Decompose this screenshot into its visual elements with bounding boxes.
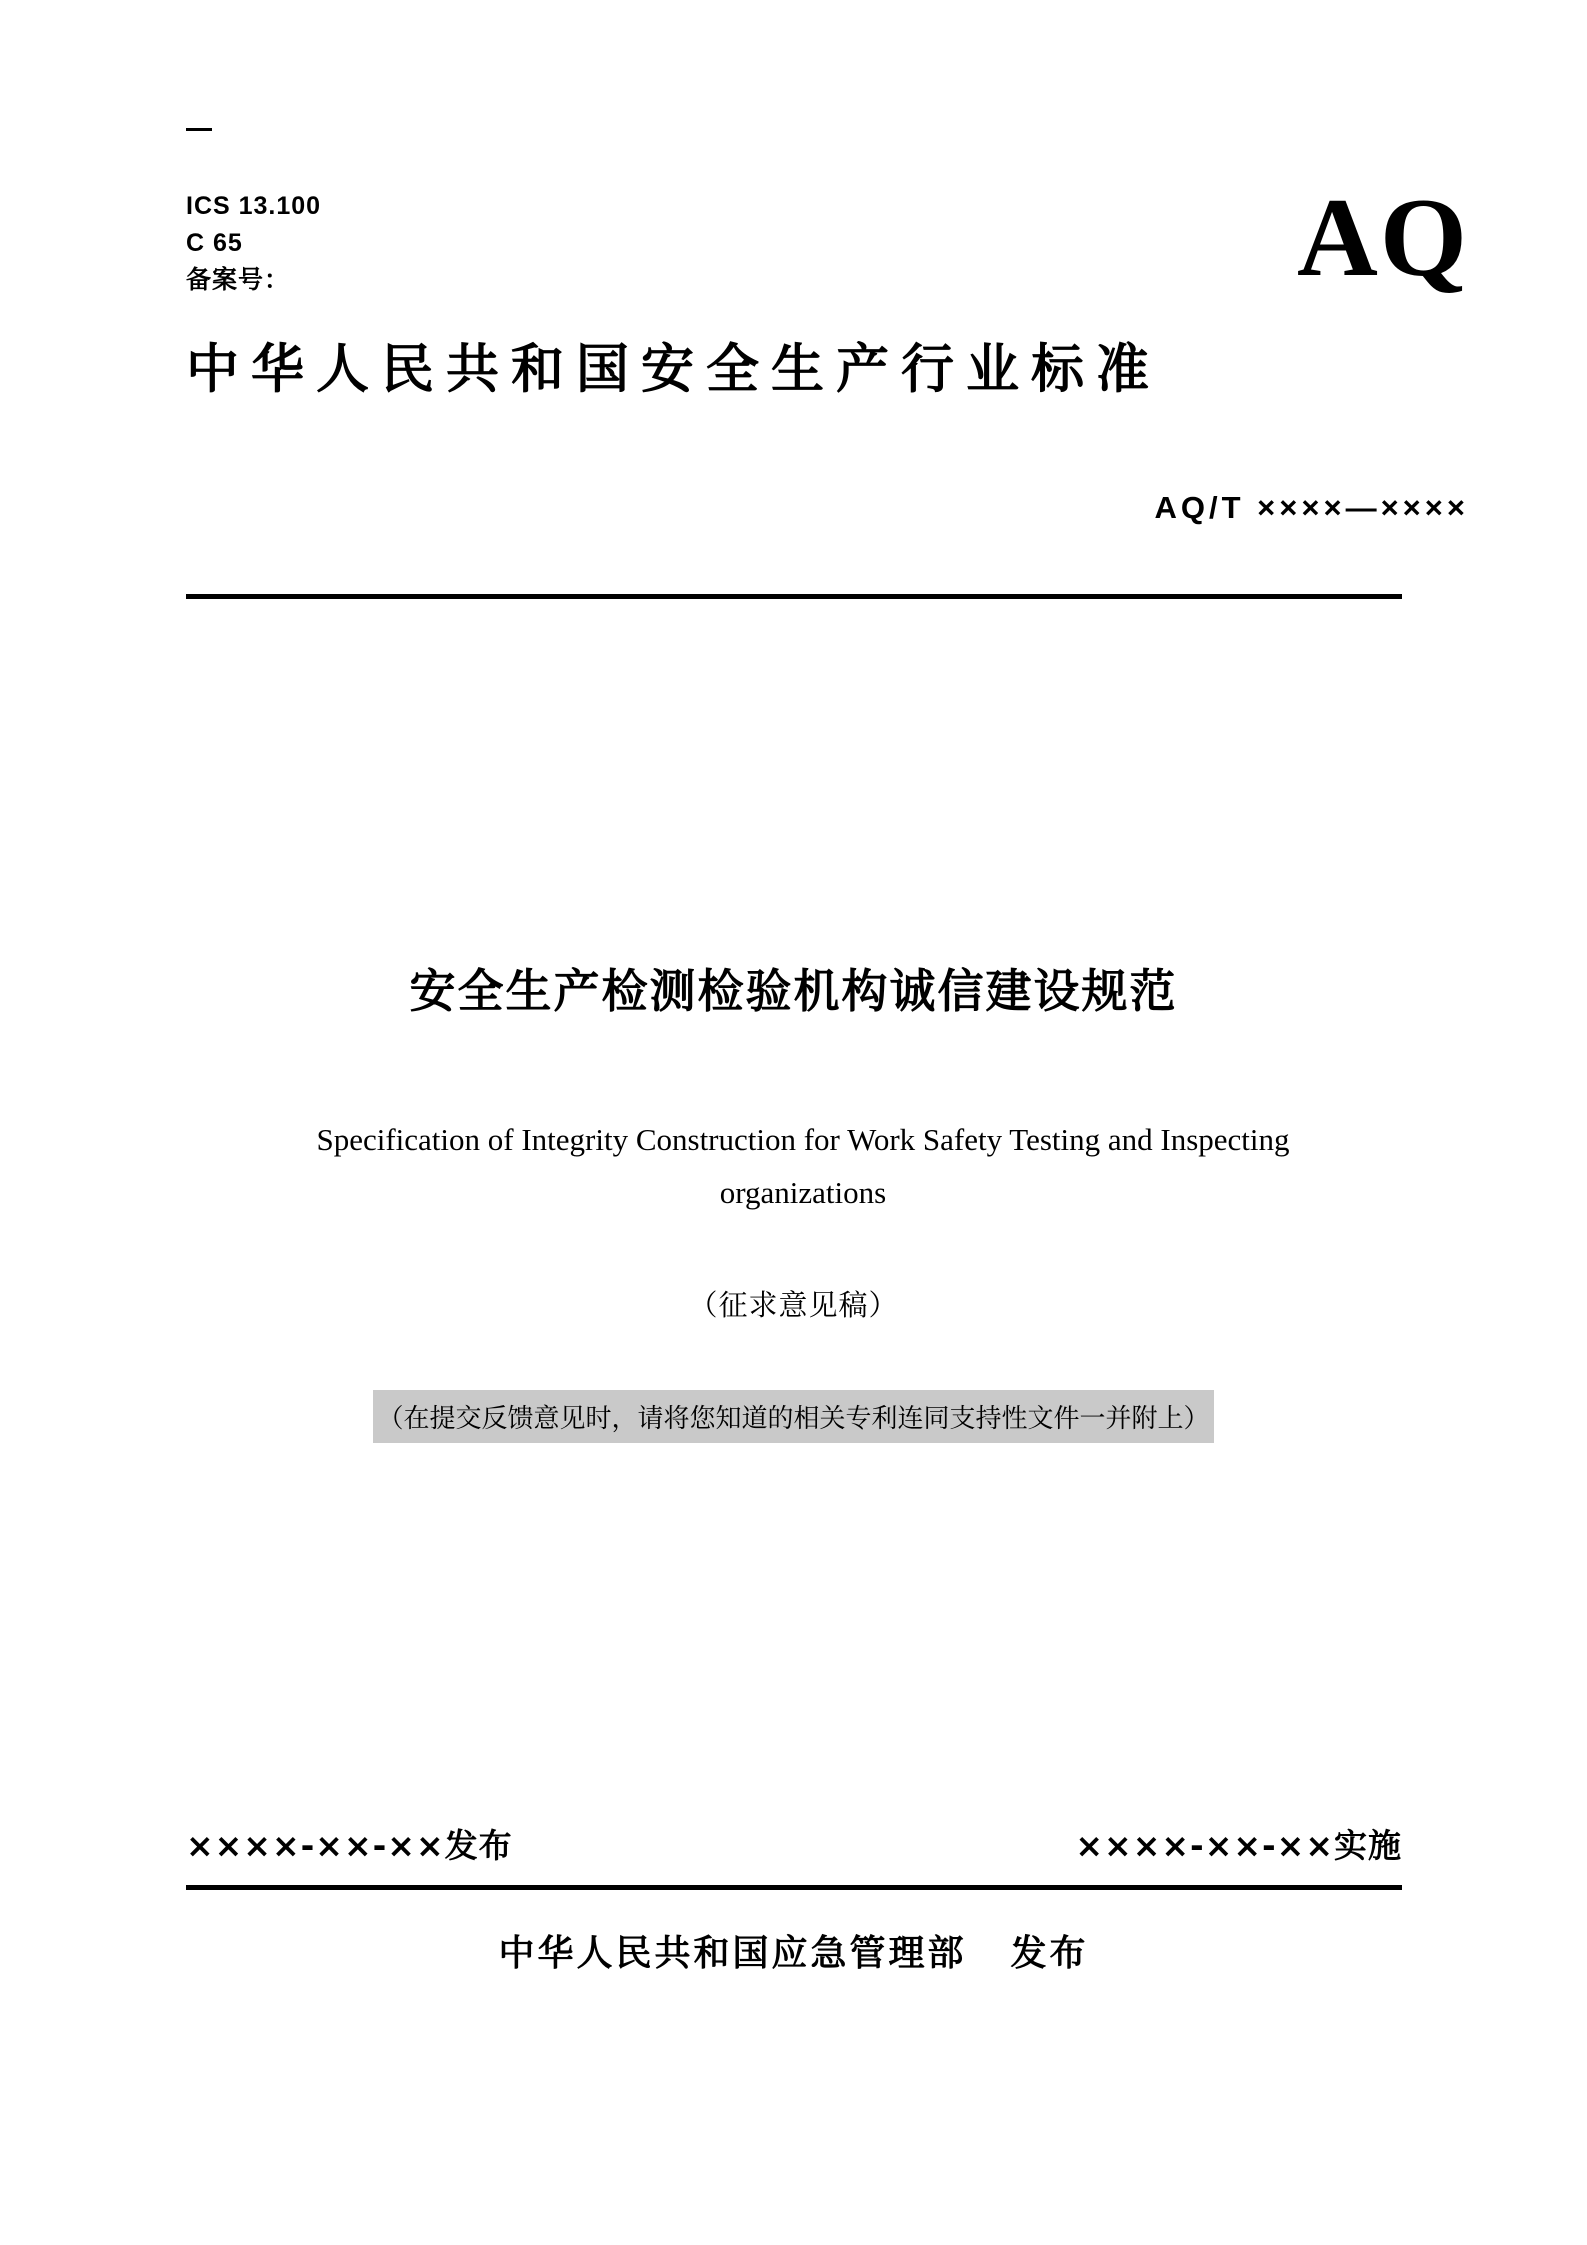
- document-title-chinese: 安全生产检测检验机构诚信建设规范: [409, 964, 1178, 1018]
- issuer-line: [0, 1925, 1587, 1976]
- document-title-english-line1: Specification of Integrity Construction for Work Safety Testing and Inspecting: [316, 1122, 1290, 1157]
- document-title-english-line2: organizations: [719, 1175, 887, 1210]
- issuer-organization: 中华人民共和国应急管理部: [498, 1933, 967, 1974]
- document-title-english: [213, 1113, 1393, 1219]
- patent-notice-text: （在提交反馈意见时，请将您知道的相关专利连同支持性文件一并附上）: [373, 1390, 1213, 1443]
- implement-date: ××××-××-××实施: [1075, 1826, 1402, 1865]
- publish-implement-row: [186, 1820, 1402, 1867]
- publish-date: ××××-××-××发布: [186, 1826, 513, 1865]
- draft-status-label: （征求意见稿）: [688, 1288, 899, 1322]
- standard-number: AQ/T ××××—××××: [1154, 490, 1469, 525]
- header-divider: [186, 594, 1402, 599]
- top-dash-mark: [186, 128, 212, 131]
- patent-notice-container: [0, 1390, 1587, 1443]
- issuer-action: 发布: [1010, 1933, 1089, 1974]
- ics-classification-block: [186, 188, 321, 299]
- record-number-label: 备案号：: [186, 266, 291, 294]
- footer-divider: [186, 1885, 1402, 1890]
- national-standard-title: 中华人民共和国安全生产行业标准: [186, 339, 1161, 400]
- aq-logo: AQ: [1297, 176, 1469, 300]
- category-code: C 65: [186, 229, 243, 257]
- ics-code: ICS 13.100: [186, 192, 322, 220]
